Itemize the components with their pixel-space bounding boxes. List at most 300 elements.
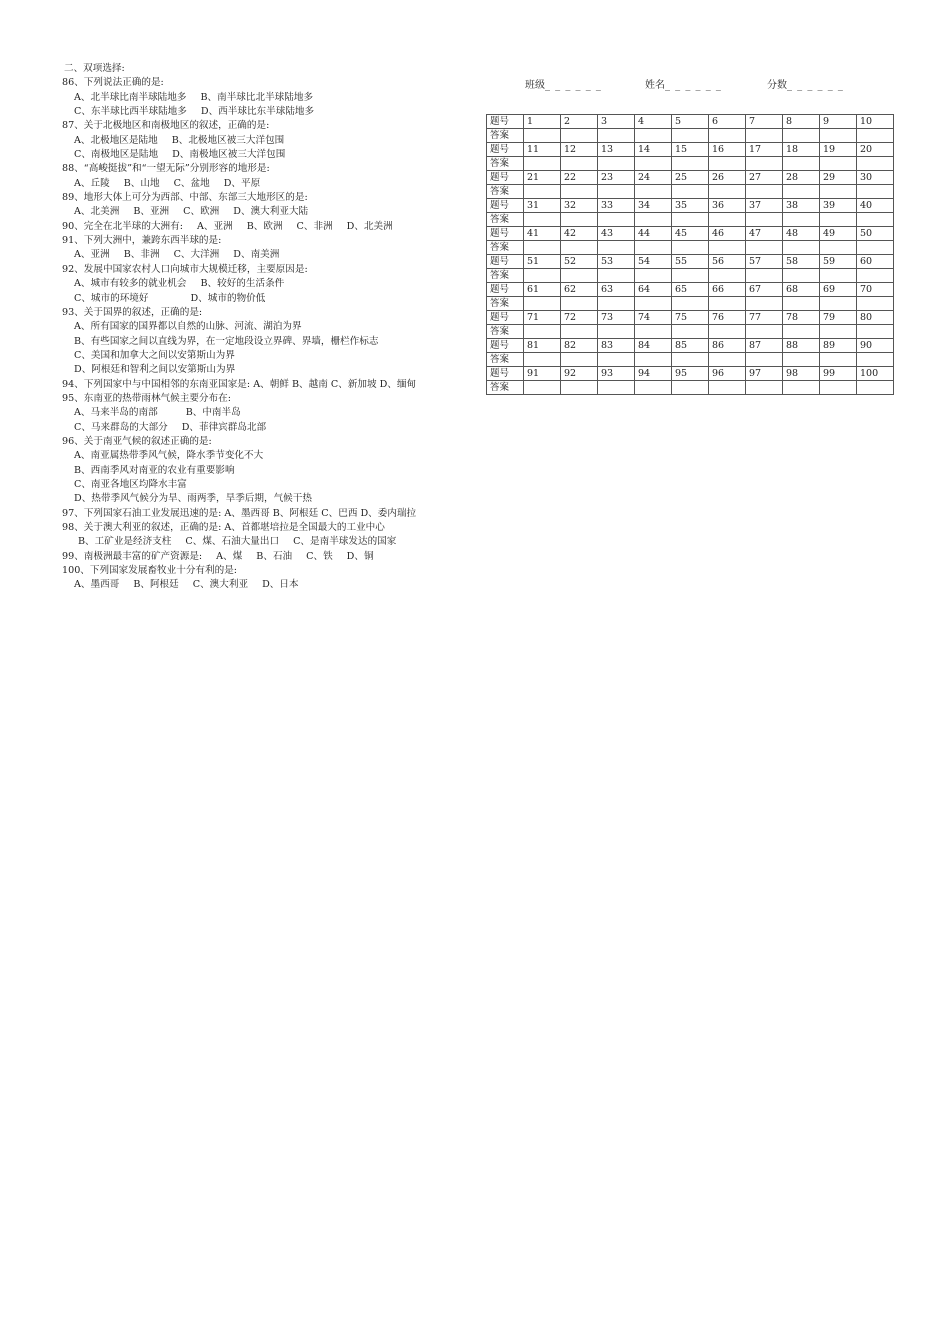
- option-c: C、东半球比西半球陆地多: [74, 106, 187, 118]
- question-number-cell: 5: [672, 115, 709, 129]
- question-number-cell: 79: [820, 311, 857, 325]
- number-row-label: 题号: [487, 227, 524, 241]
- question-number-cell: 25: [672, 171, 709, 185]
- answer-cell[interactable]: [672, 157, 709, 171]
- number-row-label: 题号: [487, 171, 524, 185]
- answer-row-label: 答案: [487, 353, 524, 367]
- question-options: [62, 105, 472, 119]
- question-number-cell: 77: [746, 311, 783, 325]
- answer-cell[interactable]: [672, 213, 709, 227]
- answer-cell[interactable]: [857, 325, 894, 339]
- option-b: B、工矿业是经济支柱: [78, 536, 172, 548]
- question-option: B、西南季风对南亚的农业有重要影响: [74, 464, 235, 476]
- option-c: C、新加坡: [330, 378, 377, 390]
- question-number-cell: 34: [635, 199, 672, 213]
- number-row: [487, 311, 894, 325]
- number-row: [487, 283, 894, 297]
- class-blank: _ _ _ _ _ _: [545, 80, 602, 91]
- question-number-cell: 11: [524, 143, 561, 157]
- answer-cell[interactable]: [783, 381, 820, 395]
- answer-cell[interactable]: [746, 325, 783, 339]
- answer-cell[interactable]: [672, 381, 709, 395]
- option-b: B、中南半岛: [185, 407, 241, 419]
- answer-cell[interactable]: [746, 157, 783, 171]
- answer-cell[interactable]: [672, 269, 709, 283]
- name-field[interactable]: [645, 76, 722, 91]
- number-row: [487, 255, 894, 269]
- question-number-cell: 55: [672, 255, 709, 269]
- answer-cell[interactable]: [857, 353, 894, 367]
- answer-cell[interactable]: [672, 129, 709, 143]
- question-number-cell: 49: [820, 227, 857, 241]
- answer-row-label: 答案: [487, 325, 524, 339]
- option-a: A、北极地区是陆地: [74, 134, 158, 146]
- answer-cell[interactable]: [561, 213, 598, 227]
- question-number-cell: 70: [857, 283, 894, 297]
- answer-cell[interactable]: [746, 381, 783, 395]
- question-number-cell: 6: [709, 115, 746, 129]
- option-a: A、城市有较多的就业机会: [74, 278, 187, 290]
- score-label: 分数: [767, 80, 787, 91]
- question-option: C、美国和加拿大之间以安第斯山为界: [74, 349, 235, 361]
- answer-sheet-table: [486, 114, 894, 395]
- question-number-cell: 60: [857, 255, 894, 269]
- question-number-cell: 97: [746, 367, 783, 381]
- answer-row-label: 答案: [487, 381, 524, 395]
- answer-cell[interactable]: [561, 325, 598, 339]
- question-number-cell: 24: [635, 171, 672, 185]
- question-stem: 96、关于南亚气候的叙述正确的是:: [62, 435, 212, 447]
- question-number-cell: 57: [746, 255, 783, 269]
- option-c: C、南极地区是陆地: [74, 149, 159, 161]
- answer-cell[interactable]: [598, 213, 635, 227]
- question-number-cell: 12: [561, 143, 598, 157]
- answer-row: [487, 325, 894, 339]
- answer-cell[interactable]: [561, 353, 598, 367]
- question-stem: 94、下列国家中与中国相邻的东南亚国家是:: [62, 378, 251, 390]
- question-number-cell: 93: [598, 367, 635, 381]
- answer-cell[interactable]: [635, 129, 672, 143]
- answer-cell[interactable]: [746, 129, 783, 143]
- answer-row: [487, 381, 894, 395]
- answer-cell[interactable]: [672, 241, 709, 255]
- answer-cell[interactable]: [783, 185, 820, 199]
- number-row-label: 题号: [487, 143, 524, 157]
- answer-cell[interactable]: [709, 353, 746, 367]
- question-number-cell: 30: [857, 171, 894, 185]
- question-options: [62, 205, 472, 219]
- answer-cell[interactable]: [598, 129, 635, 143]
- answer-cell[interactable]: [783, 241, 820, 255]
- question-number-cell: 46: [709, 227, 746, 241]
- option-b: B、阿根廷: [133, 579, 179, 591]
- answer-cell[interactable]: [820, 185, 857, 199]
- answer-cell[interactable]: [635, 381, 672, 395]
- option-d: D、北美洲: [346, 220, 393, 232]
- answer-cell[interactable]: [746, 269, 783, 283]
- answer-cell[interactable]: [709, 157, 746, 171]
- question-number-cell: 32: [561, 199, 598, 213]
- answer-cell[interactable]: [783, 353, 820, 367]
- question-number-cell: 28: [783, 171, 820, 185]
- question-stem: 97、下列国家石油工业发展迅速的是:: [62, 507, 222, 519]
- answer-cell[interactable]: [746, 213, 783, 227]
- answer-cell[interactable]: [635, 269, 672, 283]
- question-number-cell: 2: [561, 115, 598, 129]
- question-number-cell: 53: [598, 255, 635, 269]
- option-d: D、委内瑞拉: [360, 507, 417, 519]
- number-row-label: 题号: [487, 115, 524, 129]
- answer-cell[interactable]: [709, 297, 746, 311]
- question-number-cell: 47: [746, 227, 783, 241]
- question-options: [62, 578, 472, 592]
- answer-cell[interactable]: [524, 297, 561, 311]
- question-stem: 86、下列说法正确的是:: [62, 77, 164, 89]
- option-d: D、缅甸: [379, 378, 417, 390]
- question-number-cell: 1: [524, 115, 561, 129]
- option-d: D、平原: [223, 177, 261, 189]
- option-a: A、亚洲: [196, 220, 233, 232]
- answer-cell[interactable]: [635, 185, 672, 199]
- option-a: A、墨西哥: [224, 507, 270, 519]
- option-a: A、北半球比南半球陆地多: [74, 91, 187, 103]
- question-number-cell: 68: [783, 283, 820, 297]
- number-row: [487, 143, 894, 157]
- answer-cell[interactable]: [598, 185, 635, 199]
- question-options: [62, 91, 472, 105]
- class-label: 班级: [525, 80, 545, 91]
- question-number-cell: 27: [746, 171, 783, 185]
- answer-cell[interactable]: [598, 325, 635, 339]
- option-b: B、阿根廷: [272, 507, 319, 519]
- question-number-cell: 51: [524, 255, 561, 269]
- answer-cell[interactable]: [598, 269, 635, 283]
- question-number-cell: 66: [709, 283, 746, 297]
- question-number-cell: 4: [635, 115, 672, 129]
- answer-cell[interactable]: [709, 381, 746, 395]
- answer-row: [487, 185, 894, 199]
- question-number-cell: 90: [857, 339, 894, 353]
- question-number-cell: 84: [635, 339, 672, 353]
- question-number-cell: 74: [635, 311, 672, 325]
- option-d: D、城市的物价低: [190, 292, 266, 304]
- question-number-cell: 56: [709, 255, 746, 269]
- question-number-cell: 73: [598, 311, 635, 325]
- question-options: [62, 535, 472, 549]
- number-row: [487, 339, 894, 353]
- answer-row: [487, 297, 894, 311]
- number-row-label: 题号: [487, 283, 524, 297]
- question-number-cell: 58: [783, 255, 820, 269]
- question-number-cell: 91: [524, 367, 561, 381]
- answer-cell[interactable]: [598, 157, 635, 171]
- answer-cell[interactable]: [524, 157, 561, 171]
- answer-row-label: 答案: [487, 241, 524, 255]
- question-number-cell: 54: [635, 255, 672, 269]
- question-stem-inline: [62, 378, 472, 392]
- question-number-cell: 52: [561, 255, 598, 269]
- number-row: [487, 171, 894, 185]
- answer-row: [487, 269, 894, 283]
- question-number-cell: 89: [820, 339, 857, 353]
- answer-row: [487, 157, 894, 171]
- answer-row-label: 答案: [487, 129, 524, 143]
- number-row-label: 题号: [487, 339, 524, 353]
- question-stem: 89、地形大体上可分为西部、中部、东部三大地形区的是:: [62, 192, 308, 204]
- answer-cell[interactable]: [857, 157, 894, 171]
- score-blank: _ _ _ _ _ _: [787, 80, 844, 91]
- question-number-cell: 88: [783, 339, 820, 353]
- question-stem: 93、关于国界的叙述，正确的是:: [62, 306, 203, 318]
- answer-cell[interactable]: [746, 185, 783, 199]
- name-label: 姓名: [645, 80, 665, 91]
- answer-cell[interactable]: [635, 353, 672, 367]
- answer-cell[interactable]: [783, 297, 820, 311]
- answer-cell[interactable]: [709, 241, 746, 255]
- answer-cell[interactable]: [524, 213, 561, 227]
- answer-cell[interactable]: [746, 297, 783, 311]
- question-number-cell: 83: [598, 339, 635, 353]
- question-number-cell: 75: [672, 311, 709, 325]
- question-number-cell: 63: [598, 283, 635, 297]
- answer-cell[interactable]: [783, 129, 820, 143]
- answer-cell[interactable]: [857, 185, 894, 199]
- answer-cell[interactable]: [672, 297, 709, 311]
- answer-cell[interactable]: [709, 325, 746, 339]
- question-stem-inline: [62, 507, 472, 521]
- answer-cell[interactable]: [857, 269, 894, 283]
- question-number-cell: 92: [561, 367, 598, 381]
- question-number-cell: 67: [746, 283, 783, 297]
- answer-cell[interactable]: [524, 381, 561, 395]
- question-number-cell: 16: [709, 143, 746, 157]
- answer-cell[interactable]: [635, 157, 672, 171]
- question-number-cell: 86: [709, 339, 746, 353]
- option-c: C、马来群岛的大部分: [74, 421, 168, 433]
- question-number-cell: 72: [561, 311, 598, 325]
- option-c: C、大洋洲: [173, 249, 220, 261]
- option-d: D、菲律宾群岛北部: [181, 421, 267, 433]
- answer-cell[interactable]: [709, 185, 746, 199]
- answer-cell[interactable]: [561, 129, 598, 143]
- answer-cell[interactable]: [561, 381, 598, 395]
- option-c: C、盆地: [173, 177, 210, 189]
- option-a: A、北美洲: [74, 206, 120, 218]
- question-stem: 92、发展中国家农村人口向城市大规模迁移，主要原因是:: [62, 263, 308, 275]
- answer-row-label: 答案: [487, 185, 524, 199]
- question-number-cell: 7: [746, 115, 783, 129]
- question-number-cell: 82: [561, 339, 598, 353]
- answer-cell[interactable]: [561, 241, 598, 255]
- option-b: B、南半球比北半球陆地多: [200, 91, 314, 103]
- question-number-cell: 85: [672, 339, 709, 353]
- answer-cell[interactable]: [820, 157, 857, 171]
- answer-cell[interactable]: [524, 129, 561, 143]
- question-number-cell: 23: [598, 171, 635, 185]
- answer-cell[interactable]: [524, 325, 561, 339]
- question-number-cell: 87: [746, 339, 783, 353]
- number-row: [487, 115, 894, 129]
- option-b: B、石油: [256, 550, 293, 562]
- answer-cell[interactable]: [709, 129, 746, 143]
- answer-cell[interactable]: [857, 213, 894, 227]
- answer-cell[interactable]: [598, 297, 635, 311]
- answer-cell[interactable]: [561, 269, 598, 283]
- question-number-cell: 20: [857, 143, 894, 157]
- option-a: A、马来半岛的南部: [74, 407, 158, 419]
- option-a: A、墨西哥: [74, 579, 120, 591]
- answer-cell[interactable]: [820, 325, 857, 339]
- answer-cell[interactable]: [672, 185, 709, 199]
- question-number-cell: 14: [635, 143, 672, 157]
- answer-cell[interactable]: [857, 381, 894, 395]
- answer-cell[interactable]: [524, 269, 561, 283]
- answer-cell[interactable]: [857, 241, 894, 255]
- answer-cell[interactable]: [524, 353, 561, 367]
- question-number-cell: 76: [709, 311, 746, 325]
- student-info-header: [525, 76, 885, 90]
- option-d: D、西半球比东半球陆地多: [200, 106, 315, 118]
- question-number-cell: 17: [746, 143, 783, 157]
- score-field[interactable]: [767, 76, 844, 91]
- question-number-cell: 78: [783, 311, 820, 325]
- question-number-cell: 39: [820, 199, 857, 213]
- answer-cell[interactable]: [857, 297, 894, 311]
- question-stem: 95、东南亚的热带雨林气候主要分布在:: [62, 392, 231, 404]
- question-number-cell: 36: [709, 199, 746, 213]
- answer-cell[interactable]: [524, 241, 561, 255]
- option-c: C、欧洲: [183, 206, 220, 218]
- question-stem-inline: [62, 220, 472, 234]
- question-number-cell: 45: [672, 227, 709, 241]
- answer-cell[interactable]: [524, 185, 561, 199]
- question-options: [62, 277, 472, 291]
- option-b: B、越南: [291, 378, 328, 390]
- answer-cell[interactable]: [635, 297, 672, 311]
- option-b: B、非洲: [123, 249, 160, 261]
- question-options: [62, 177, 472, 191]
- answer-row: [487, 129, 894, 143]
- answer-cell[interactable]: [783, 157, 820, 171]
- question-number-cell: 35: [672, 199, 709, 213]
- number-row-label: 题号: [487, 255, 524, 269]
- name-blank: _ _ _ _ _ _: [665, 80, 722, 91]
- answer-cell[interactable]: [709, 213, 746, 227]
- option-d: D、日本: [262, 579, 299, 591]
- answer-cell[interactable]: [746, 353, 783, 367]
- answer-cell[interactable]: [561, 185, 598, 199]
- question-stem: 98、关于澳大利亚的叙述，正确的是:: [62, 522, 222, 533]
- option-b: B、山地: [123, 177, 160, 189]
- answer-cell[interactable]: [820, 213, 857, 227]
- question-stem: 88、“高峻挺拔”和“一望无际”分别形容的地形是:: [62, 163, 270, 175]
- question-stem-inline: [62, 550, 472, 564]
- question-number-cell: 31: [524, 199, 561, 213]
- question-number-cell: 26: [709, 171, 746, 185]
- answer-cell[interactable]: [672, 325, 709, 339]
- answer-cell[interactable]: [820, 241, 857, 255]
- question-number-cell: 48: [783, 227, 820, 241]
- option-c: C、铁: [306, 550, 333, 562]
- question-number-cell: 9: [820, 115, 857, 129]
- answer-row: [487, 353, 894, 367]
- option-c: C、澳大利亚: [192, 579, 249, 591]
- answer-cell[interactable]: [672, 353, 709, 367]
- question-number-cell: 33: [598, 199, 635, 213]
- answer-cell[interactable]: [598, 353, 635, 367]
- answer-cell[interactable]: [635, 325, 672, 339]
- option-d: D、澳大利亚大陆: [233, 206, 309, 218]
- answer-cell[interactable]: [561, 157, 598, 171]
- question-stem: 91、下列大洲中，兼跨东西半球的是:: [62, 235, 222, 247]
- question-options: [62, 148, 472, 162]
- answer-cell[interactable]: [820, 381, 857, 395]
- question-number-cell: 18: [783, 143, 820, 157]
- answer-cell[interactable]: [635, 213, 672, 227]
- answer-cell[interactable]: [746, 241, 783, 255]
- question-number-cell: 3: [598, 115, 635, 129]
- question-number-cell: 94: [635, 367, 672, 381]
- option-b: B、欧洲: [246, 220, 283, 232]
- answer-cell[interactable]: [598, 381, 635, 395]
- question-number-cell: 21: [524, 171, 561, 185]
- class-field[interactable]: [525, 76, 602, 91]
- option-c: C、城市的环境好: [74, 292, 149, 304]
- option-c: C、非洲: [296, 220, 333, 232]
- question-option: B、有些国家之间以直线为界，在一定地段设立界碑、界墙，栅栏作标志: [74, 335, 379, 347]
- answer-cell[interactable]: [857, 129, 894, 143]
- question-number-cell: 98: [783, 367, 820, 381]
- question-number-cell: 69: [820, 283, 857, 297]
- answer-cell[interactable]: [783, 325, 820, 339]
- option-b: B、亚洲: [133, 206, 170, 218]
- answer-cell[interactable]: [820, 269, 857, 283]
- question-number-cell: 41: [524, 227, 561, 241]
- option-a: A、丘陵: [74, 177, 110, 189]
- question-number-cell: 99: [820, 367, 857, 381]
- question-number-cell: 15: [672, 143, 709, 157]
- question-options: [62, 248, 472, 262]
- question-option: A、所有国家的国界都以自然的山脉、河流、湖泊为界: [74, 321, 302, 333]
- option-c2: C、是南半球发达的国家: [293, 536, 397, 548]
- number-row: [487, 199, 894, 213]
- answer-cell[interactable]: [783, 213, 820, 227]
- answer-row-label: 答案: [487, 269, 524, 283]
- question-option: C、南亚各地区均降水丰富: [74, 478, 187, 490]
- number-row: [487, 227, 894, 241]
- question-options: [62, 292, 472, 306]
- answer-cell[interactable]: [635, 241, 672, 255]
- option-a: A、煤: [216, 550, 243, 562]
- answer-cell[interactable]: [820, 129, 857, 143]
- question-number-cell: 96: [709, 367, 746, 381]
- question-number-cell: 81: [524, 339, 561, 353]
- question-stem: 87、关于北极地区和南极地区的叙述，正确的是:: [62, 120, 270, 132]
- answer-cell[interactable]: [820, 353, 857, 367]
- question-number-cell: 10: [857, 115, 894, 129]
- question-number-cell: 13: [598, 143, 635, 157]
- answer-cell[interactable]: [709, 269, 746, 283]
- question-number-cell: 44: [635, 227, 672, 241]
- answer-cell[interactable]: [820, 297, 857, 311]
- answer-row-label: 答案: [487, 157, 524, 171]
- answer-cell[interactable]: [598, 241, 635, 255]
- question-options: [62, 406, 472, 420]
- answer-cell[interactable]: [561, 297, 598, 311]
- question-option: A、南亚属热带季风气候，降水季节变化不大: [74, 450, 264, 462]
- answer-cell[interactable]: [783, 269, 820, 283]
- question-number-cell: 59: [820, 255, 857, 269]
